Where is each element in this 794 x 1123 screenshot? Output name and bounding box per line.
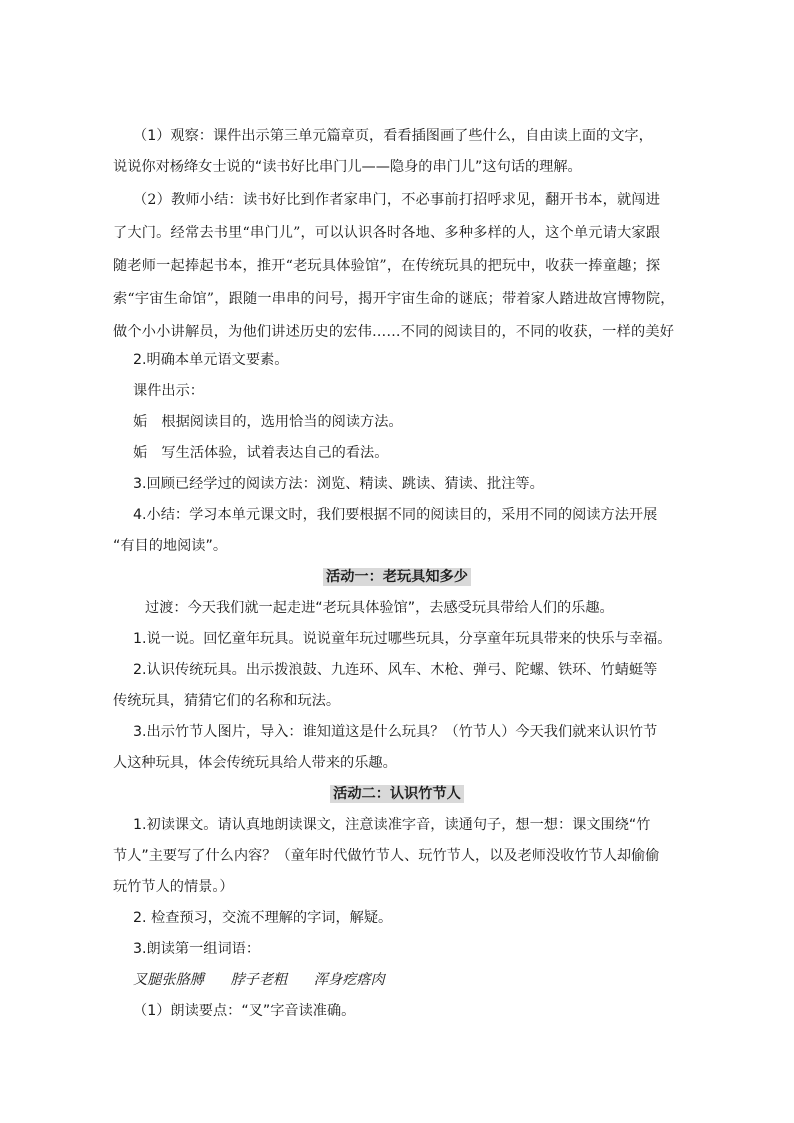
activity-1-heading (0, 567, 794, 587)
p2-line3: 随老师一起捧起书本，推开“老玩具体验馆”，在传统玩具的把玩中，收获一捧童趣；探 (113, 258, 661, 274)
word-2: 脖子老粗 (230, 972, 288, 988)
p1-line2: 说说你对杨绛女士说的“读书好比串门儿——隐身的串门儿”这句话的理解。 (113, 159, 582, 175)
activity-2-step-2: 2. 检查预习，交流不理解的字词，解疑。 (133, 910, 393, 926)
word-1: 叉腿张胳膊 (133, 972, 204, 988)
activity-1-title: 活动一：老玩具知多少 (323, 568, 471, 586)
activity-2-note: （1）朗读要点：“叉”字音读准确。 (133, 1003, 356, 1019)
activity-2-step-3: 3.朗读第一组词语： (133, 941, 261, 957)
p1-line1: （1）观察：课件出示第三单元篇章页，看看插图画了些什么，自由读上面的文字， (133, 128, 653, 144)
activity-1-step-2-line2: 传统玩具，猜猜它们的名称和玩法。 (113, 693, 341, 709)
activity-1-step-3-line1: 3.出示竹节人图片，导入：谁知道这是什么玩具？（竹节人）今天我们就来认识竹节 (133, 724, 658, 740)
p2-line5: 做个小小讲解员，为他们讲述历史的宏伟……不同的阅读目的，不同的收获，一样的美好 (113, 324, 675, 340)
bullet-1: 姤 根据阅读目的，选用恰当的阅读方法。 (133, 414, 403, 430)
activity-2-step-1-line3: 玩竹节人的情景。） (113, 879, 234, 895)
p2-line2: 了大门。经常去书里“串门儿”，可以认识各时各地、多种多样的人，这个单元请大家跟 (113, 225, 661, 241)
p2-line4: 索“宇宙生命馆”，跟随一串串的问号，揭开宇宙生命的谜底；带着家人踏进故宫博物院， (113, 291, 675, 307)
item-4-line2: “有目的地阅读”。 (113, 538, 228, 554)
activity-2-step-1-line2: 节人”主要写了什么内容？（童年时代做竹节人、玩竹节人，以及老师没收竹节人却偷偷 (113, 848, 660, 864)
activity-2-title: 活动二：认识竹节人 (330, 785, 464, 803)
item-3: 3.回顾已经学过的阅读方法：浏览、精读、跳读、猜读、批注等。 (133, 476, 544, 492)
activity-1-step-1: 1.说一说。回忆童年玩具。说说童年玩过哪些玩具，分享童年玩具带来的快乐与幸福。 (133, 631, 672, 647)
activity-1-step-3-line2: 人这种玩具，体会传统玩具给人带来的乐趣。 (113, 755, 397, 771)
courseware-label: 课件出示： (133, 383, 204, 399)
word-3: 浑身疙瘩肉 (313, 972, 385, 988)
activity-2-heading (0, 784, 794, 804)
activity-2-step-1-line1: 1.初读课文。请认真地朗读课文，注意读准字音，读通句子，想一想：课文围绕“竹 (133, 817, 651, 833)
activity-1-transition: 过渡：今天我们就一起走进“老玩具体验馆”，去感受玩具带给人们的乐趣。 (145, 600, 614, 616)
bullet-2: 姤 写生活体验，试着表达自己的看法。 (133, 445, 389, 461)
activity-1-step-2-line1: 2.认识传统玩具。出示拨浪鼓、九连环、风车、木枪、弹弓、陀螺、铁环、竹蜻蜓等 (133, 662, 658, 678)
word-group-1 (133, 970, 407, 990)
item-4-line1: 4.小结：学习本单元课文时，我们要根据不同的阅读目的，采用不同的阅读方法开展 (133, 507, 658, 523)
p2-line1: （2）教师小结：读书好比到作者家串门，不必事前打招呼求见，翻开书本，就闯进 (133, 192, 661, 208)
item-2: 2.明确本单元语文要素。 (133, 352, 289, 368)
